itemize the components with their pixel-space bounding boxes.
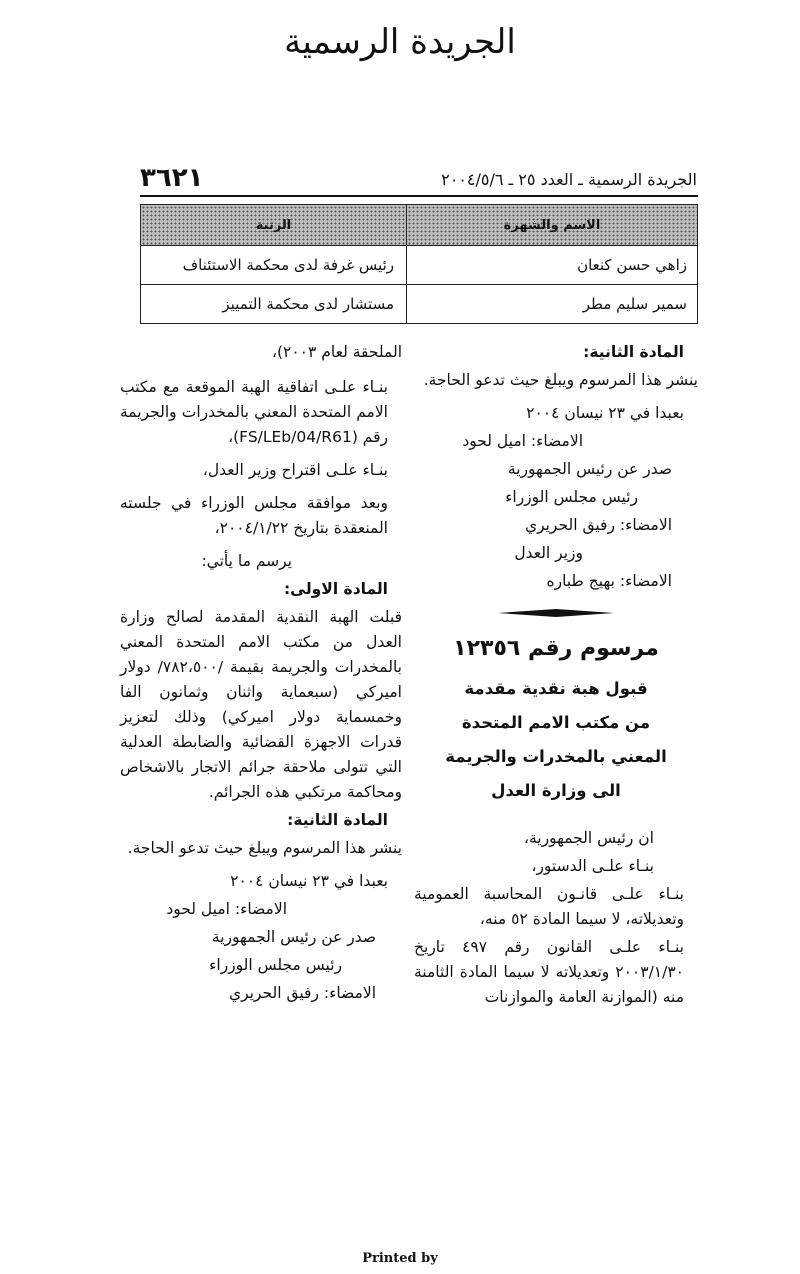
- printed-by-footer: Printed by: [362, 1251, 438, 1266]
- gazette-masthead: الجريدة الرسمية: [284, 22, 516, 62]
- cell-rank: رئيس غرفة لدى محكمة الاستئناف: [141, 246, 407, 285]
- pm-title: رئيس مجلس الوزراء: [505, 488, 638, 506]
- article-2-text: ينشر هذا المرسوم ويبلغ حيث تدعو الحاجة.: [423, 371, 698, 389]
- article-2-heading: المادة الثانية:: [287, 811, 388, 829]
- appointments-table: [140, 204, 698, 324]
- preamble-line: بنـاء علـى اتفاقية الهبة الموقعة مع مكتب الامم المتحدة المعني بالمخدرات والجريمة رقم (FS/LEb/04/R61)،: [120, 378, 388, 446]
- preamble-line: بنـاء علـى اقتراح وزير العدل،: [202, 461, 388, 479]
- left-column: [120, 340, 402, 1009]
- signature-pm: الامضاء: رفيق الحريري: [228, 984, 376, 1002]
- issued-by: صدر عن رئيس الجمهورية: [211, 928, 376, 946]
- decree-title-line: من مكتب الامم المتحدة: [461, 713, 651, 732]
- issued-by: صدر عن رئيس الجمهورية: [507, 460, 672, 478]
- decree-title-line: قبول هبة نقدية مقدمة: [464, 679, 648, 698]
- column-header-rank: الرتبة: [141, 205, 407, 246]
- article-1-heading: المادة الاولى:: [283, 580, 388, 598]
- decrees-line: يرسم ما يأتي:: [201, 552, 292, 570]
- signature-president: الامضاء: اميل لحود: [462, 432, 583, 450]
- preamble-line: بنـاء علـى القانون رقم ٤٩٧ تاريخ ٢٠٠٣/١/٣٠ وتعديلاته لا سيما المادة الثامنة منه (الموازنة العامة والموازنات: [414, 938, 684, 1006]
- signature-pm: الامضاء: رفيق الحريري: [524, 516, 672, 534]
- preamble-line: بنـاء علـى الدستور،: [531, 857, 654, 875]
- pm-title: رئيس مجلس الوزراء: [209, 956, 342, 974]
- decree-number: مرسوم رقم ١٢٣٥٦: [453, 636, 659, 661]
- cell-rank: مستشار لدى محكمة التمييز: [141, 285, 407, 324]
- table-row: [141, 285, 698, 324]
- cell-name: زاهي حسن كنعان: [407, 246, 698, 285]
- cell-name: سمير سليم مطر: [407, 285, 698, 324]
- signature-president: الامضاء: اميل لحود: [166, 900, 287, 918]
- ornament-divider-icon: [496, 606, 616, 620]
- signature-justice: الامضاء: بهيج طباره: [546, 572, 672, 590]
- table-row: [141, 246, 698, 285]
- header-rule: [140, 195, 698, 197]
- justice-title: وزير العدل: [514, 544, 583, 562]
- preamble-line: ان رئيس الجمهورية،: [523, 829, 654, 847]
- date-line: بعبدا في ٢٣ نيسان ٢٠٠٤: [230, 872, 388, 890]
- article-2-text: ينشر هذا المرسوم ويبلغ حيث تدعو الحاجة.: [127, 839, 402, 857]
- preamble-line: وبعد موافقة مجلس الوزراء في جلسته المنعقدة بتاريخ ٢٠٠٤/١/٢٢،: [120, 494, 388, 537]
- preamble-line: بنـاء علـى قانـون المحاسبة العمومية وتعديلاته، لا سيما المادة ٥٢ منه،: [414, 885, 684, 928]
- article-2-heading: المادة الثانية:: [583, 343, 684, 361]
- continuation-line: الملحقة لعام ٢٠٠٣)،: [271, 343, 402, 361]
- right-column: [414, 340, 698, 1013]
- article-1-text: قبلت الهبة النقدية المقدمة لصالح وزارة العدل من مكتب الامم المتحدة المعني بالمخدرات والجريمة بقيمة /٧٨٢،٥٠٠/ دولار اميركي (سبعماية واثنان وثمانون الفا وخمسماية دولار اميركي) وذلك لتعزيز قدرات الاجهزة القضائية والضابطة العدلية التي تتولى ملاحقة جرائم الاتجار بالاشخاص ومحاكمة مرتكبي هذه الجرائم.: [120, 608, 402, 801]
- issue-line: الجريدة الرسمية ـ العدد ٢٥ ـ ٢٠٠٤/٥/٦: [441, 170, 697, 189]
- column-header-name: الاسم والشهرة: [407, 205, 698, 246]
- date-line: بعبدا في ٢٣ نيسان ٢٠٠٤: [526, 404, 684, 422]
- decree-title-line: الى وزارة العدل: [491, 781, 621, 800]
- decree-title-line: المعني بالمخدرات والجريمة: [445, 747, 667, 766]
- table-header-row: [141, 205, 698, 246]
- page-number: ٣٦٢١: [140, 163, 204, 193]
